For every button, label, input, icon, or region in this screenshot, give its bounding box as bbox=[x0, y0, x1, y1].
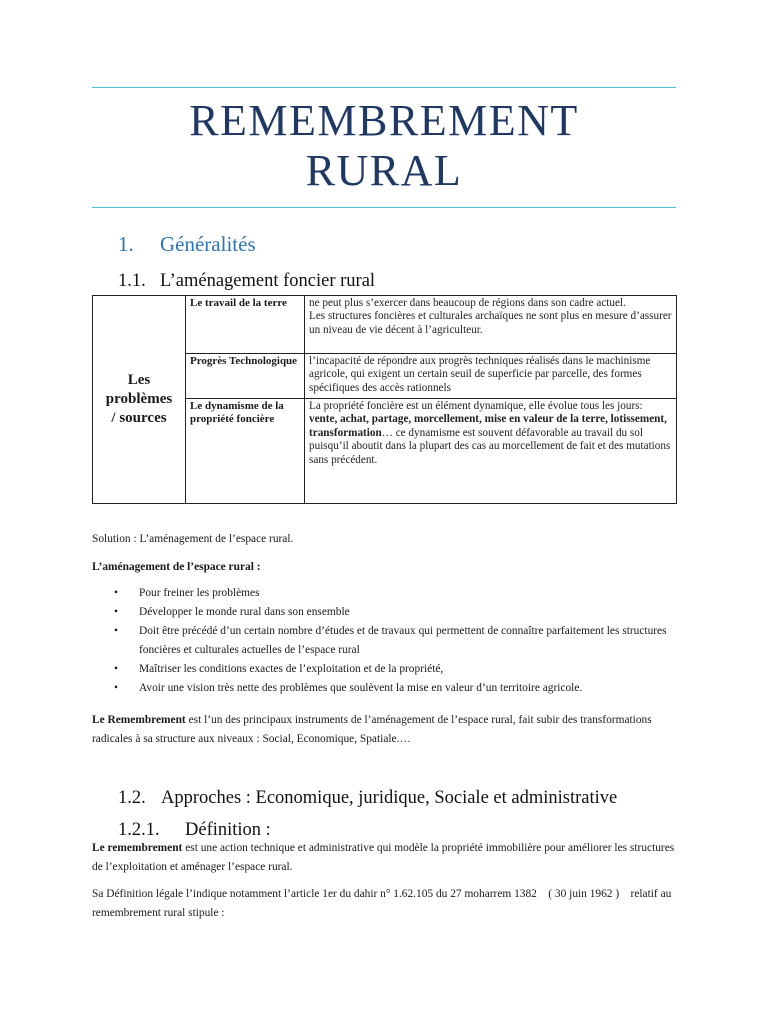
heading-amenagement-foncier bbox=[118, 271, 375, 292]
heading-number: 1.2. bbox=[118, 788, 146, 808]
table-description: ne peut plus s’exercer dans beaucoup de régions dans son cadre actuel. Les structures foncières et culturales archaïques ne sont plus en mesure d’assurer un niveau de vie décent à l’agriculteur. bbox=[305, 296, 677, 354]
heading-generalites bbox=[118, 232, 256, 257]
table-description: La propriété foncière est un élément dynamique, elle évolue tous les jours: vente, achat, partage, morcellement, mise en valeur de la terre, lotissement, transformation… ce dynamisme est souvent défavorable au travail du sol puisqu’il aboutit dans la plupart des cas au morcellement de fait et des mutations sans précédent. bbox=[305, 399, 677, 504]
heading-text: Définition : bbox=[185, 820, 271, 840]
heading-number: 1.2.1. bbox=[118, 820, 160, 840]
title-top-rule bbox=[92, 87, 676, 88]
heading-text: L’aménagement foncier rural bbox=[160, 271, 376, 291]
heading-approches bbox=[118, 788, 617, 809]
heading-number: 1.1. bbox=[118, 271, 146, 291]
table-category: Le travail de la terre bbox=[186, 296, 305, 354]
heading-text: Approches : Economique, juridique, Sociale et administrative bbox=[161, 788, 618, 808]
table-row bbox=[93, 296, 677, 354]
legal-definition-paragraph: Sa Définition légale l’indique notamment l’article 1er du dahir n° 1.62.105 du 27 moharrem 1382 ( 30 juin 1962 ) relatif au remembrement rural stipule : bbox=[92, 888, 678, 919]
list-item: • Avoir une vision très nette des problèmes que soulèvent la mise en valeur d’un territoire agricole. bbox=[92, 679, 682, 698]
table-category: Le dynamisme de la propriété foncière bbox=[186, 399, 305, 504]
definition-paragraph: Le remembrement est une action technique et administrative qui modèle la propriété immobilière pour améliorer les structures de l’exploitation et aménager l’espace rural. bbox=[92, 842, 675, 873]
title-bottom-rule bbox=[92, 207, 676, 208]
list-item: • Maîtriser les conditions exactes de l’exploitation et de la propriété, bbox=[92, 660, 682, 679]
table-category: Progrès Technologique bbox=[186, 354, 305, 399]
list-item: • Pour freiner les problèmes bbox=[92, 584, 682, 603]
problems-sources-header: Les problèmes / sources bbox=[93, 296, 186, 504]
solution-line: Solution : L’aménagement de l’espace rural. bbox=[92, 533, 294, 545]
table-description: l’incapacité de répondre aux progrès techniques réalisés dans le machinisme agricole, qui exigent un certain seuil de superficie par parcelle, des formes spécifiques des accès rationnels bbox=[305, 354, 677, 399]
remembrement-paragraph: Le Remembrement est l’un des principaux instruments de l’aménagement de l’espace rural, fait subir des transformations radicales à sa structure aux niveaux : Social, Economique, Spatiale.… bbox=[92, 714, 652, 745]
heading-text: Généralités bbox=[160, 232, 256, 256]
heading-definition bbox=[118, 820, 271, 841]
heading-number: 1. bbox=[118, 232, 134, 256]
amenagement-bullet-list bbox=[92, 584, 682, 698]
document-title bbox=[92, 96, 676, 196]
list-item: • Doit être précédé d’un certain nombre d’études et de travaux qui permettent de connaître parfaitement les structures foncières et culturales actuelles de l’espace rural bbox=[92, 622, 682, 660]
amenagement-heading: L’aménagement de l’espace rural : bbox=[92, 561, 261, 573]
list-item: • Développer le monde rural dans son ensemble bbox=[92, 603, 682, 622]
title-line-2: RURAL bbox=[305, 146, 463, 195]
title-line-1: REMEMBREMENT bbox=[189, 96, 579, 145]
problems-table bbox=[92, 295, 677, 504]
